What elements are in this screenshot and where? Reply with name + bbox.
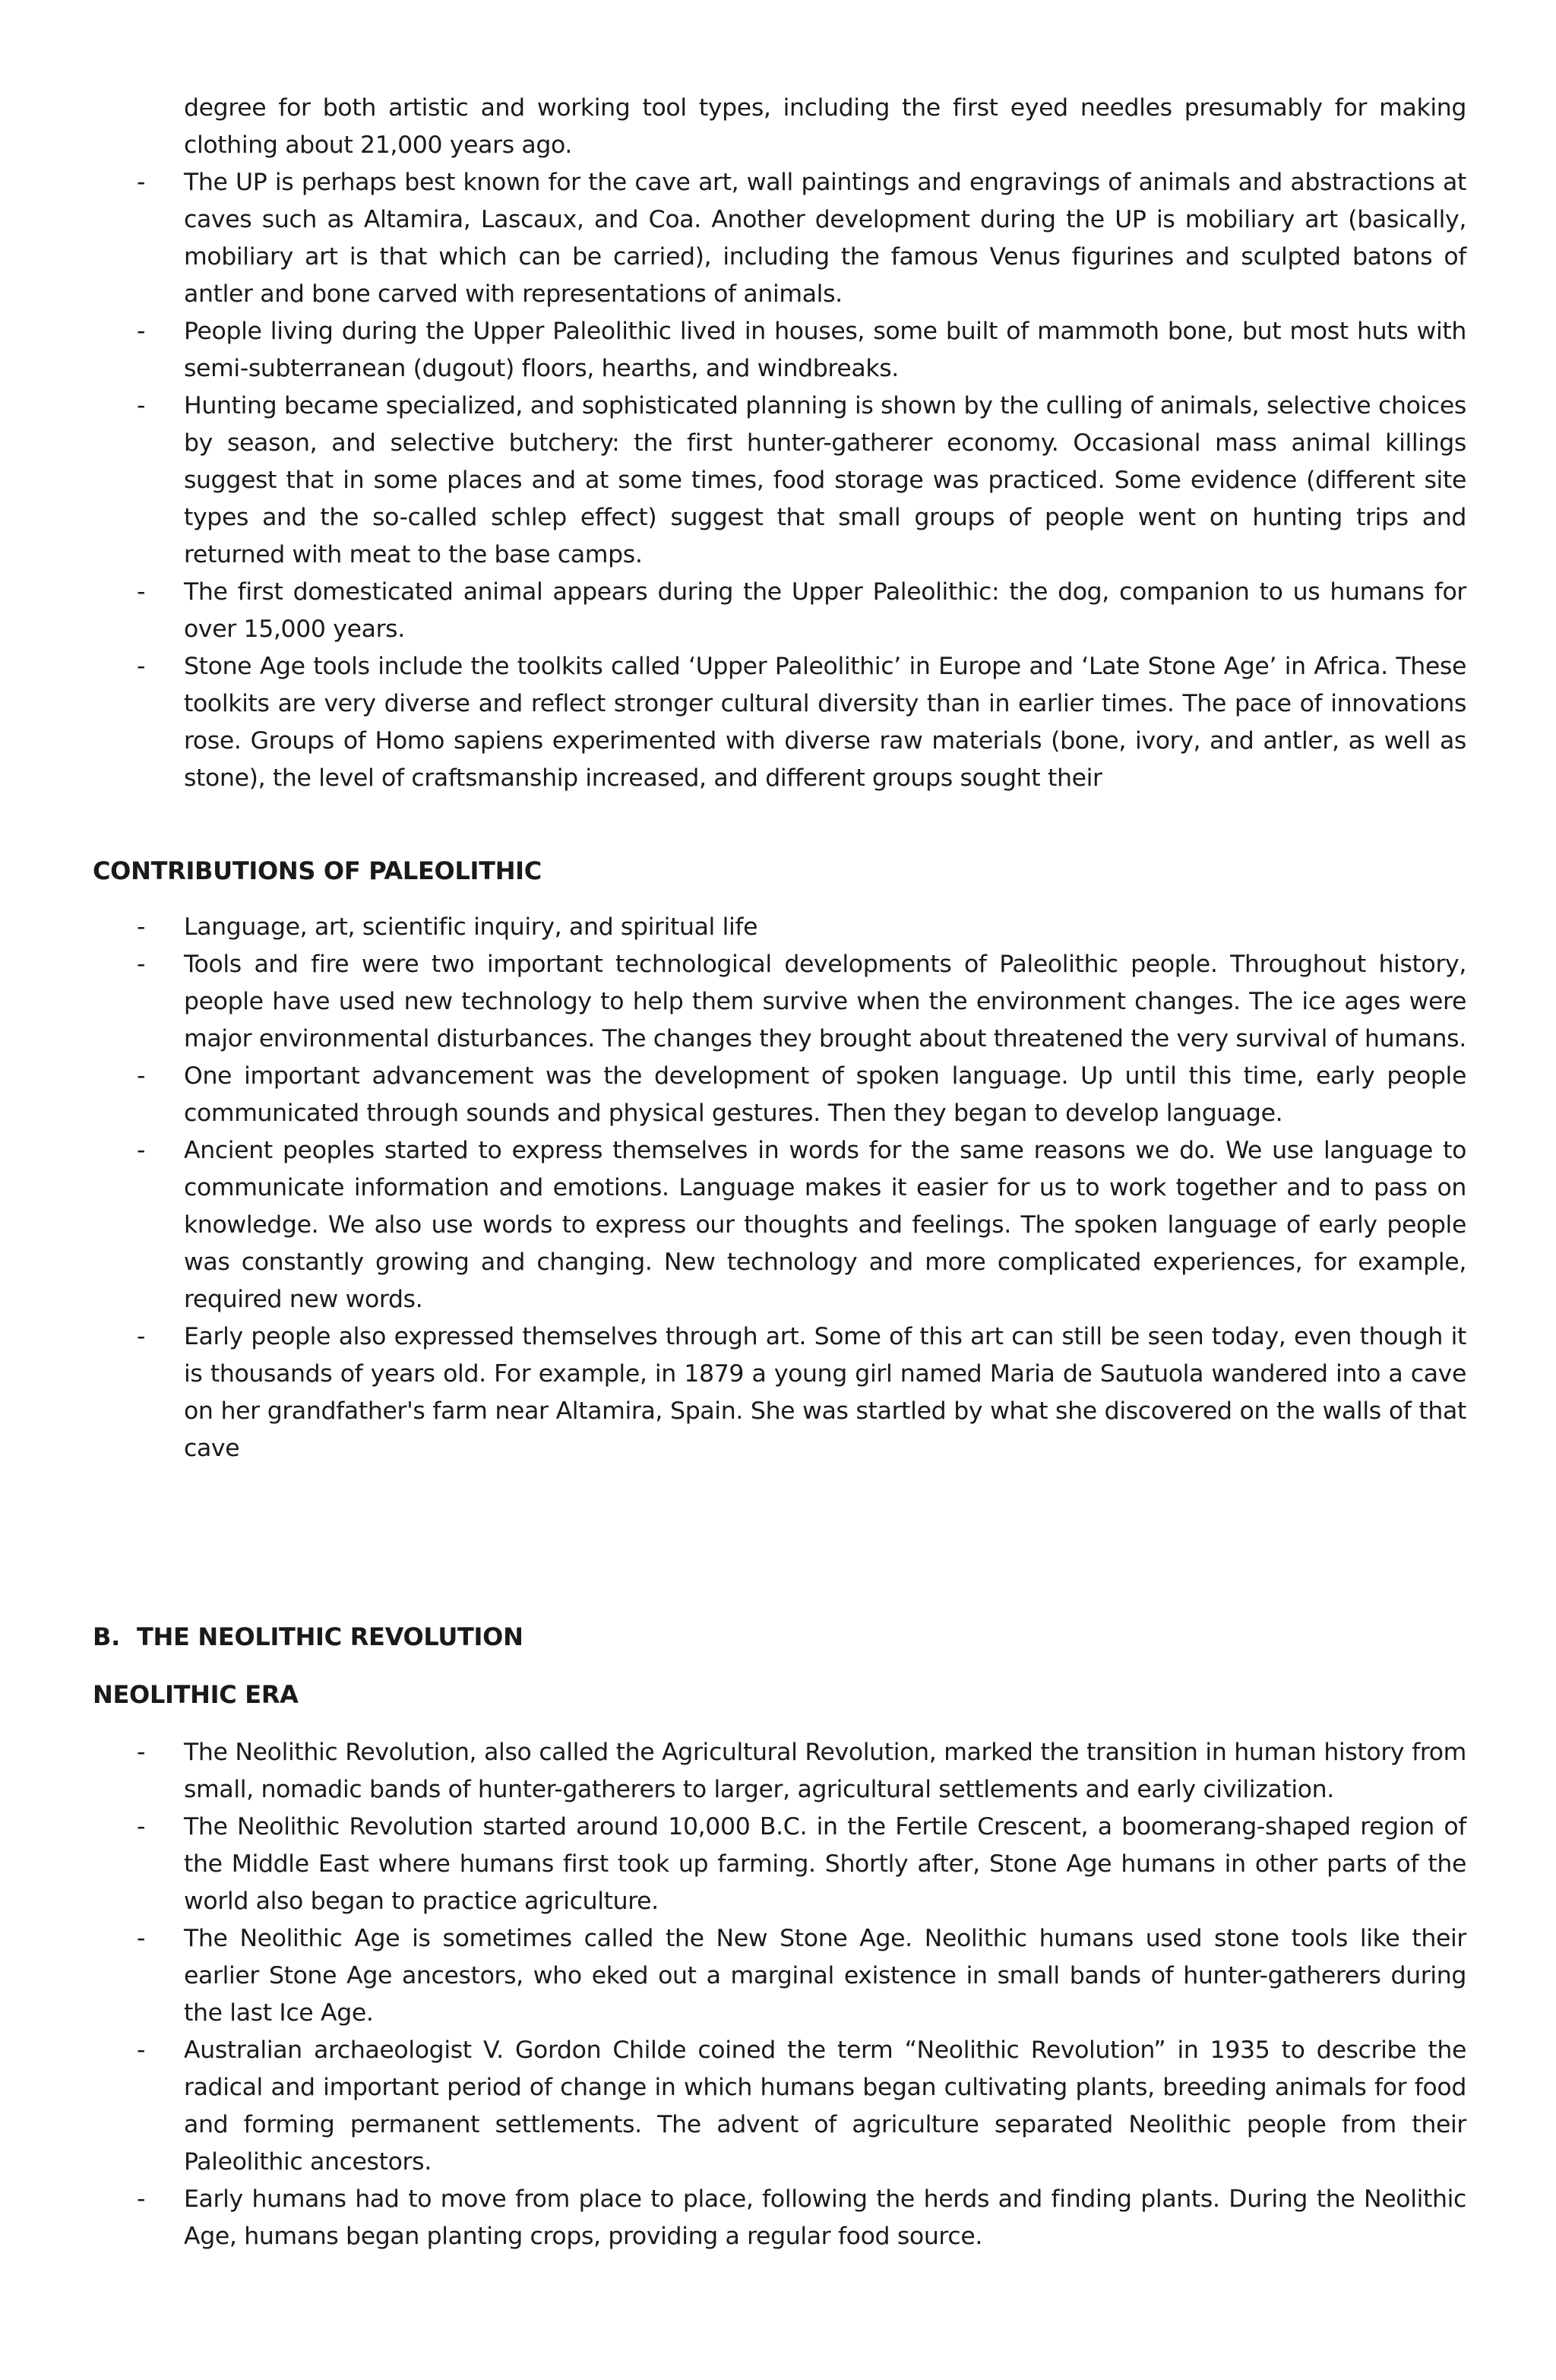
bullet-dash: - xyxy=(137,578,146,606)
list-item xyxy=(0,2181,1466,2255)
intro-paragraph: degree for both artistic and working tool types, including the first eyed needles presumably for making clothing about 21,000 years ago. xyxy=(184,94,1466,159)
list-item xyxy=(0,1734,1466,1809)
section-b-heading xyxy=(93,1619,523,1656)
bullet-dash: - xyxy=(137,1137,146,1164)
list-item xyxy=(0,2032,1466,2181)
list-item xyxy=(0,1058,1466,1132)
list-item xyxy=(0,909,1466,946)
bullet-dash: - xyxy=(137,392,146,419)
bullet-dash: - xyxy=(137,1925,146,1952)
list-item-text: Tools and fire were two important technological developments of Paleolithic people. Throughout history, people have used new technology to help them survive when the environment changes. The ice ages were major environmental disturbances. The changes they brought about threatened the very survival of humans. xyxy=(184,951,1466,1052)
list-item xyxy=(0,1809,1466,1920)
bullet-dash: - xyxy=(137,951,146,978)
neolithic-era-heading: NEOLITHIC ERA xyxy=(93,1680,299,1709)
list-item-text: Language, art, scientific inquiry, and spiritual life xyxy=(184,913,758,941)
upper-paleolithic-list xyxy=(0,164,1556,797)
bullet-dash: - xyxy=(137,318,146,345)
list-item xyxy=(0,313,1466,388)
bullet-dash: - xyxy=(137,169,146,196)
bullet-dash: - xyxy=(137,913,146,941)
list-item xyxy=(0,648,1466,797)
bullet-dash: - xyxy=(137,1813,146,1840)
contributions-heading: CONTRIBUTIONS OF PALEOLITHIC xyxy=(93,856,542,885)
list-item-text: Australian archaeologist V. Gordon Childe coined the term “Neolithic Revolution” in 1935 to describe the radical and important period of change in which humans began cultivating plants, breeding animals for food and forming permanent settlements. The advent of agriculture separated Neolithic people from their Paleolithic ancestors. xyxy=(184,2037,1466,2176)
list-item xyxy=(0,1132,1466,1318)
list-item-text: The UP is perhaps best known for the cave art, wall paintings and engravings of animals and abstractions at caves such as Altamira, Lascaux, and Coa. Another development during the UP is mobiliary art (basically, mobiliary art is that which can be carried), including the famous Venus figurines and sculpted batons of antler and bone carved with representations of animals. xyxy=(184,169,1466,308)
list-item xyxy=(0,946,1466,1058)
bullet-dash: - xyxy=(137,2185,146,2213)
bullet-dash: - xyxy=(137,1739,146,1766)
list-item-text: Ancient peoples started to express themselves in words for the same reasons we do. We use language to communicate information and emotions. Language makes it easier for us to work together and to pass on knowledge. We also use words to express our thoughts and feelings. The spoken language of early people was constantly growing and changing. New technology and more complicated experiences, for example, required new words. xyxy=(184,1137,1466,1313)
list-item xyxy=(0,574,1466,648)
list-item-text: Stone Age tools include the toolkits called ‘Upper Paleolithic’ in Europe and ‘Late Stone Age’ in Africa. These toolkits are very diverse and reflect stronger cultural diversity than in earlier times. The pace of innovations rose. Groups of Homo sapiens experimented with diverse raw materials (bone, ivory, and antler, as well as stone), the level of craftsmanship increased, and different groups sought their xyxy=(184,653,1466,792)
list-item xyxy=(0,1318,1466,1467)
list-item-text: The Neolithic Revolution, also called the Agricultural Revolution, marked the transition in human history from small, nomadic bands of hunter-gatherers to larger, agricultural settlements and early civilization. xyxy=(184,1739,1466,1803)
neolithic-list xyxy=(0,1734,1556,2255)
bullet-dash: - xyxy=(137,1062,146,1090)
list-item xyxy=(0,388,1466,574)
bullet-dash: - xyxy=(137,1323,146,1350)
list-item xyxy=(0,1920,1466,2032)
section-title: THE NEOLITHIC REVOLUTION xyxy=(137,1622,523,1651)
contributions-list xyxy=(0,909,1556,1467)
list-item-text: The Neolithic Revolution started around 10,000 B.C. in the Fertile Crescent, a boomerang-shaped region of the Middle East where humans first took up farming. Shortly after, Stone Age humans in other parts of the world also began to practice agriculture. xyxy=(184,1813,1466,1915)
bullet-dash: - xyxy=(137,2037,146,2064)
list-item-text: One important advancement was the development of spoken language. Up until this time, early people communicated through sounds and physical gestures. Then they began to develop language. xyxy=(184,1062,1466,1127)
list-item-text: People living during the Upper Paleolithic lived in houses, some built of mammoth bone, but most huts with semi-subterranean (dugout) floors, hearths, and windbreaks. xyxy=(184,318,1466,382)
section-marker: B. xyxy=(93,1622,120,1651)
bullet-dash: - xyxy=(137,653,146,680)
list-item xyxy=(0,164,1466,313)
list-item-text: Hunting became specialized, and sophisticated planning is shown by the culling of animals, selective choices by season, and selective butchery: the first hunter-gatherer economy. Occasional mass animal killings suggest that in some places and at some times, food storage was practiced. Some evidence (different site types and the so-called schlep effect) suggest that small groups of people went on hunting trips and returned with meat to the base camps. xyxy=(184,392,1466,568)
list-item-text: Early humans had to move from place to place, following the herds and finding plants. During the Neolithic Age, humans began planting crops, providing a regular food source. xyxy=(184,2185,1466,2250)
list-item-text: The first domesticated animal appears during the Upper Paleolithic: the dog, companion to us humans for over 15,000 years. xyxy=(184,578,1466,643)
list-item-text: Early people also expressed themselves through art. Some of this art can still be seen today, even though it is thousands of years old. For example, in 1879 a young girl named Maria de Sautuola wandered into a cave on her grandfather's farm near Altamira, Spain. She was startled by what she discovered on the walls of that cave xyxy=(184,1323,1466,1462)
list-item-text: The Neolithic Age is sometimes called the New Stone Age. Neolithic humans used stone tools like their earlier Stone Age ancestors, who eked out a marginal existence in small bands of hunter-gatherers during the last Ice Age. xyxy=(184,1925,1466,2027)
